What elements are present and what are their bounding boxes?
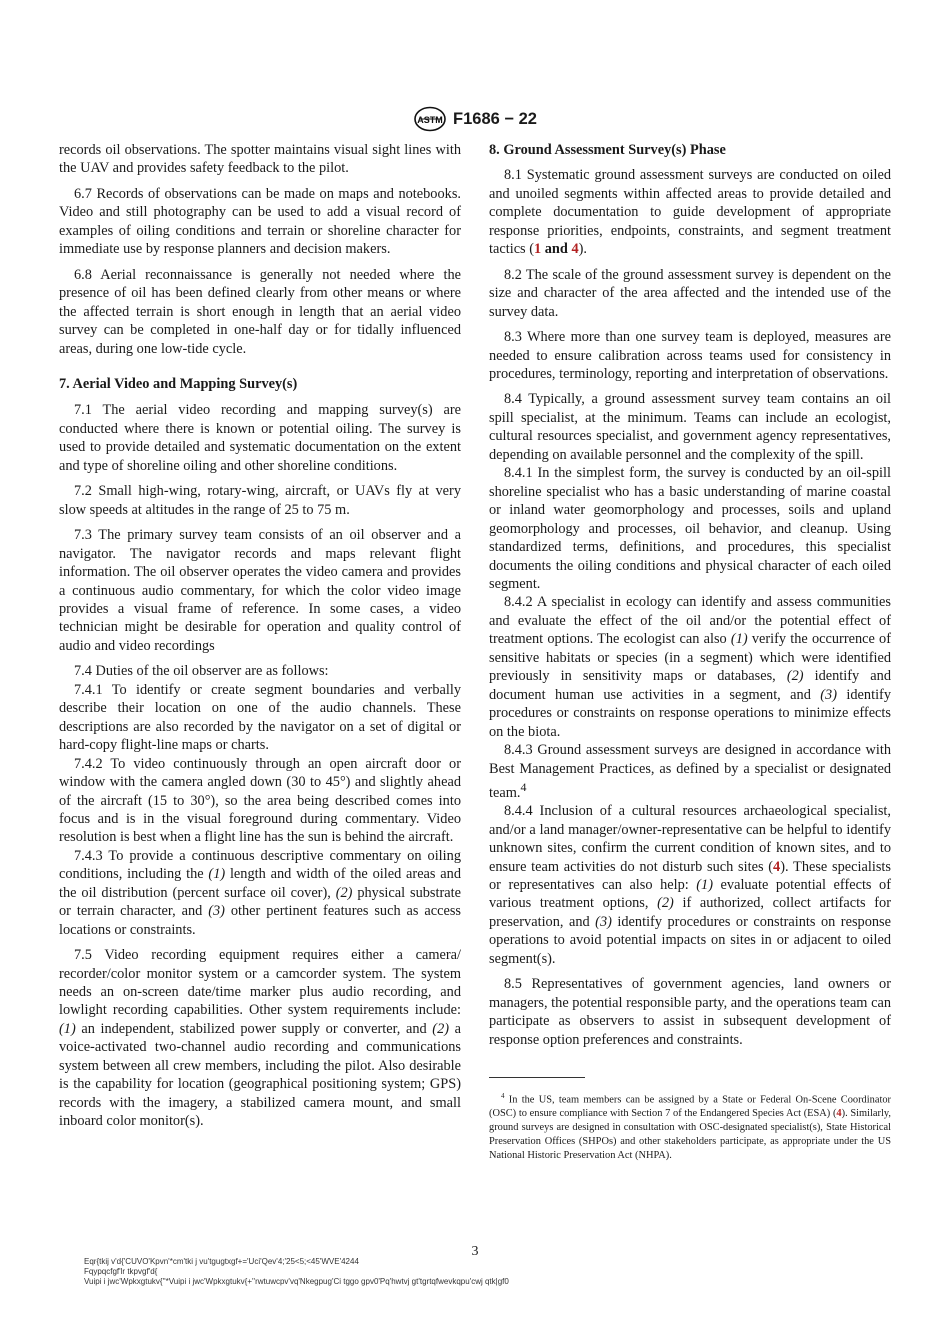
section-7-heading: 7. Aerial Video and Mapping Survey(s): [59, 375, 298, 392]
reference-link[interactable]: 1: [534, 241, 542, 258]
paragraph-7-4-2: 7.4.2 To video continuously through an open aircraft door or window with the camera angled down (30 to 45°) and slightly ahead of the aircraft (15 to 30°), so the area being described comes into focus and is in the visual foreground during commentary. Video resolution is best when a flight line has the sun is behind the aircraft.: [59, 755, 461, 846]
paragraph-8-4-3: 8.4.3 Ground assessment surveys are designed in accordance with Best Management Practices, as defined by a specialist or designated team.$^4$: [489, 742, 891, 801]
paragraph-7-4-1: 7.4.1 To identify or create segment boundaries and verbally describe their location on one of the audio channels. These descriptions are also recorded by the navigator on a set of digital or hard-copy flight-line maps or charts.: [59, 681, 461, 754]
footer-line: Fqypqcfgf'lr tkpvgf'd{: [84, 1266, 158, 1276]
paragraph-7-4-3: 7.4.3 To provide a continuous descriptive commentary on oiling conditions, including the (1) length and width of the oiled areas and the oil distribution (percent surface oil cover), (2) physical substrate or terrain character, and (3) other pertinent features such as access locations or constraints.: [59, 847, 462, 938]
page-header: [0, 104, 950, 134]
paragraph-7-5: 7.5 Video recording equipment requires either a camera/ recorder/color monitor system or a camcorder system. The system needs an on-screen date/time marker plus audio recording, and lowlight recording capabilities. Other system requirements include: (1) an independent, stabilized power supply or converter, and (2) a voice-activated two-channel audio recording and communications system between all crew members, including the pilot. Also desirable is the capability for location (geographical positioning system; GPS) records with the imagery, a stabilized camera mount, and small inboard color monitor(s).: [59, 947, 462, 1130]
license-footer: [84, 1257, 644, 1286]
document-id: F1686 − 22: [453, 109, 537, 128]
reference-link[interactable]: 4: [773, 858, 781, 875]
paragraph-8-1: 8.1 Systematic ground assessment surveys are conducted on oiled and unoiled segments within affected areas to provide detailed and complete documentation to guide development of appropriate response priorities, endpoints, constraints, and segment treatment tactics (1 and 4).: [489, 167, 891, 258]
paragraph-6-6-continued: records oil observations. The spotter maintains visual sight lines with the UAV and provides safety feedback to the pilot.: [59, 142, 461, 177]
right-column: [489, 141, 891, 1163]
footer-line: Vuipi i jwc'Wpkxgtukv{''*Vuipi i jwc'Wpkxgtukv{+''rwtuwcpv'vq'Nkegpug'Ci tggo gpv0'Pq'hwtvj gt'tgrtqfwevkqpu'cwj qtk|gf0: [84, 1276, 509, 1286]
paragraph-8-4-1: 8.4.1 In the simplest form, the survey is conducted by an oil-spill shoreline specialist who has a basic understanding of marine coastal or inland water geomorphology and processes, soils and upland geomorphology and processes, oil behavior, and cleanup. Using standardized terms, definitions, and procedures, this specialist documents the oiling conditions and physical character of each oiled segment.: [489, 465, 891, 592]
paragraph-8-4-4: 8.4.4 Inclusion of a cultural resources archaeological specialist, and/or a land manager/owner-representative can be helpful to identify unknown sites, confirm the current condition of known sites, and to ensure team activities do not disturb such sites (4). These specialists or representatives can also help: (1) evaluate potential effects of various treatment options, (2) if authorized, collect artifacts for preservation, and (3) identify procedures or constraints on response operations to avoid potential impacts on sites in or adjacent to oiled segment(s).: [489, 803, 891, 967]
paragraph-8-3: 8.3 Where more than one survey team is deployed, measures are needed to ensure calibration across teams used for consistency in procedures, terminology, reporting and interpretation of observations.: [489, 329, 891, 382]
section-8-heading: 8. Ground Assessment Survey(s) Phase: [489, 142, 726, 158]
reference-link[interactable]: 4: [836, 1108, 842, 1120]
footnote-reference[interactable]: 4: [520, 779, 527, 794]
paragraph-8-4: 8.4 Typically, a ground assessment survey team contains an oil spill specialist, at the minimum. Teams can include an ecologist, cultural resources specialist, and government agency representatives, depending on available personnel and the complexity of the spill.: [489, 391, 891, 463]
paragraph-7-1: 7.1 The aerial video recording and mapping survey(s) are conducted where there is known or potential oiling. The survey is used to provide detailed and systematic documentation on the extent and type of shoreline oiling and other shoreline conditions.: [59, 402, 461, 474]
paragraph-7-4: 7.4 Duties of the oil observer are as follows:: [74, 663, 329, 680]
footnote-divider: [489, 1077, 585, 1078]
paragraph-8-2: 8.2 The scale of the ground assessment survey is dependent on the size and character of the area affected and the intended use of the survey data.: [489, 266, 891, 320]
left-column: [59, 141, 461, 1131]
paragraph-6-8: 6.8 Aerial reconnaissance is generally not needed where the presence of oil has been defined clearly from other means or where the affected terrain is short enough in length that an aerial video survey can be completed in one-half day or for tidally influenced areas, during one low-tide cycle.: [59, 266, 461, 357]
reference-link[interactable]: 4: [571, 241, 579, 258]
page-number: 3: [471, 1244, 479, 1259]
paragraph-8-5: 8.5 Representatives of government agencies, land owners or managers, the potential responsible party, and the operations team can participate as observers to assist in subsequent development of response option preferences and constraints.: [489, 976, 891, 1048]
svg-text:ASTM: ASTM: [417, 115, 443, 125]
astm-logo-icon: [413, 106, 447, 132]
paragraph-8-4-2: 8.4.2 A specialist in ecology can identify and assess communities and evaluate the effect of the oil and/or the potential effect of treatment options. The ecologist can also (1) verify the occurrence of sensitive habitats or species (in a segment) which were identified previously in sensitivity maps or databases, (2) identify and document human use activities in a segment, and (3) identify procedures or constraints on response operations to minimize effects on the biota.: [489, 594, 892, 740]
paragraph-6-7: 6.7 Records of observations can be made on maps and notebooks. Video and still photography can be used to add a visual record of examples of oiling conditions and terrain or shoreline character for immediate use by response planners and decision makers.: [59, 185, 461, 258]
paragraph-7-2: 7.2 Small high-wing, rotary-wing, aircraft, or UAVs fly at very slow speeds at altitudes in the range of 25 to 75 m.: [59, 483, 461, 518]
footer-line: Eqr{tkij v'd{'CUVO'Kpvn'*cm'tki j vu'tgugtxgf+='Uci'Qev'4;'25<5;<45'WVE'4244: [84, 1257, 359, 1266]
footnote-4: $^4$ In the US, team members can be assigned by a State or Federal On-Scene Coordinator (OSC) to ensure compliance with Section 7 of the Endangered Species Act (ESA) (4). Similarly, ground surveys are designed in consultation with OSC-designated specialist(s), State Historical Preservation Offices (SHPOs) and other stakeholders participate, as appropriate under the US National Historic Preservation Act (NHPA).: [489, 1092, 891, 1162]
paragraph-7-3: 7.3 The primary survey team consists of an oil observer and a navigator. The navigator records and maps relevant flight information. The oil observer operates the video camera and provides a continuous audio commentary, for which the color video image provides a visual frame of reference. In some cases, a video technician might be desirable for operation and quality control of audio and video recordings: [59, 527, 461, 654]
